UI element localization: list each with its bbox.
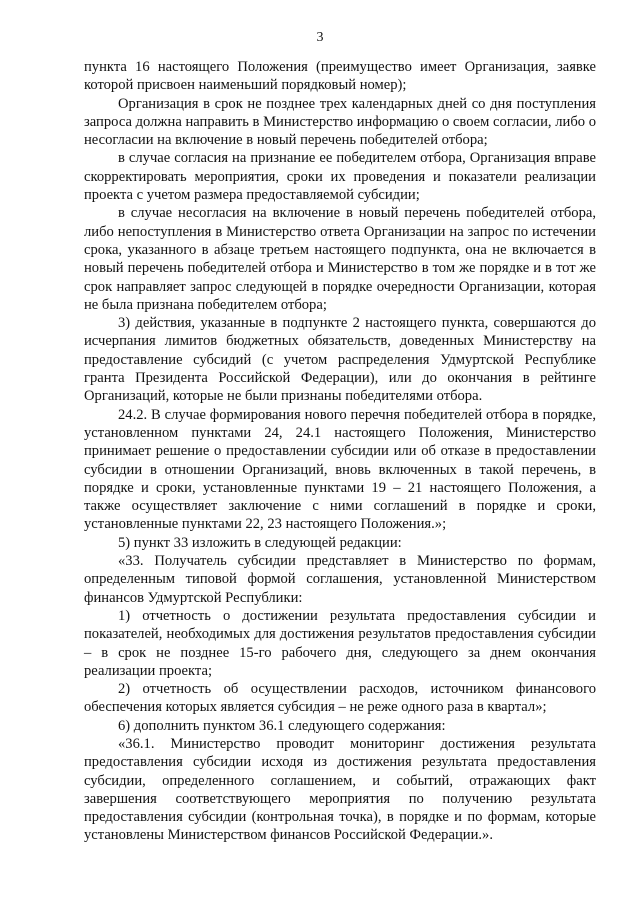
document-body	[84, 58, 596, 845]
paragraph: 24.2. В случае формирования нового перечня победителей отбора в порядке, установленном пунктами 24, 24.1 настоящего Положения, Министерство принимает решение о предоставлении субсидии или об отказе в предоставлении субсидии в отношении Организаций, вновь включенных в такой перечень, в порядке и сроки, установленные пунктами 19 – 21 настоящего Положения, а также осуществляет заключение с ними соглашений в порядке и сроки, установленные пунктами 22, 23 настоящего Положения.»;	[84, 406, 596, 533]
paragraph: 6) дополнить пунктом 36.1 следующего содержания:	[118, 717, 446, 734]
paragraph: 3) действия, указанные в подпункте 2 настоящего пункта, совершаются до исчерпания лимитов бюджетных обязательств, доведенных Министерству на предоставление субсидий (с учетом распределения Удмуртской Республике гранта Президента Российской Федерации), или до окончания в рейтинге Организаций, которые не были признаны победителями отбора.	[84, 315, 596, 405]
paragraph: Организация в срок не позднее трех календарных дней со дня поступления запроса должна направить в Министерство информацию о своем согласии, либо о несогласии на включение в новый перечень победителей отбора;	[84, 95, 596, 149]
paragraph: «33. Получатель субсидии представляет в Министерство по формам, определенным типовой формой соглашения, установленной Министерством финансов Удмуртской Республики:	[84, 553, 596, 606]
paragraph: в случае согласия на признание ее победителем отбора, Организация вправе скорректировать мероприятия, сроки их проведения и показатели реализации проекта с учетом размера предоставляемой субсидии;	[84, 150, 596, 204]
page-number: 3	[316, 30, 324, 45]
paragraph: «36.1. Министерство проводит мониторинг достижения результата предоставления субсидии исходя из достижения результата предоставления субсидии, определенного соглашением, и событий, отражающих факт завершения соответствующего мероприятия по получению результата предоставления субсидии (контрольная точка), в порядке и по формам, которые установлены Министерством финансов Российской Федерации.».	[84, 735, 596, 844]
paragraph: пункта 16 настоящего Положения (преимущество имеет Организация, заявке которой присвоен наименьший порядковый номер);	[84, 59, 596, 94]
paragraph: 2) отчетность об осуществлении расходов, источником финансового обеспечения которых является субсидия – не реже одного раза в квартал»;	[84, 681, 596, 716]
paragraph: 5) пункт 33 изложить в следующей редакции:	[118, 534, 402, 551]
paragraph: 1) отчетность о достижении результата предоставления субсидии и показателей, необходимых для достижения результатов предоставления субсидии – в срок не позднее 15-го рабочего дня, следующего за днем окончания реализации проекта;	[84, 607, 596, 679]
paragraph: в случае несогласия на включение в новый перечень победителей отбора, либо непоступления в Министерство ответа Организации на запрос по истечении срока, указанного в абзаце третьем настоящего подпункта, она не включается в новый перечень победителей отбора и Министерство в том же порядке и в тот же срок направляет запрос следующей в порядке очередности Организации, которая не была признана победителем отбора;	[84, 205, 596, 313]
